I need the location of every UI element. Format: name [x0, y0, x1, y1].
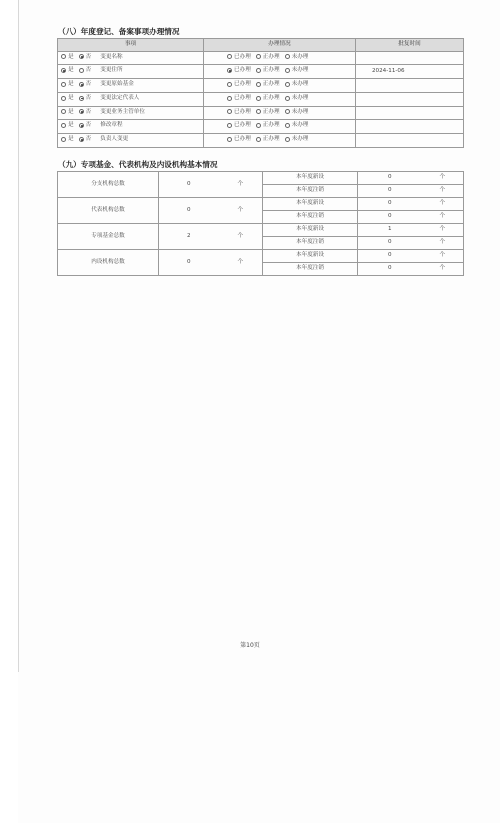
date-cell	[356, 106, 464, 120]
date-cell	[356, 120, 464, 134]
radio-icon[interactable]	[79, 54, 84, 59]
status-option[interactable]: 已办理	[227, 93, 256, 106]
status-cell	[204, 120, 356, 134]
table-row	[58, 51, 464, 65]
radio-icon[interactable]	[285, 96, 290, 101]
status-cell	[204, 134, 356, 148]
item-cell	[58, 51, 204, 65]
radio-icon[interactable]	[79, 109, 84, 114]
yes-option[interactable]: 是	[61, 79, 79, 92]
date-cell: 2024-11-06	[356, 65, 464, 79]
unit-label: 个	[422, 263, 464, 276]
institution-name: 代表机构总数	[58, 198, 159, 224]
table-row	[58, 120, 464, 134]
item-label: 变更业务主管单位	[100, 108, 145, 115]
yes-option[interactable]: 是	[61, 65, 79, 78]
yes-option[interactable]: 是	[61, 52, 79, 65]
item-label: 负责人变更	[100, 136, 129, 142]
header-status: 办理情况	[204, 39, 356, 52]
table-row	[58, 79, 464, 93]
no-option[interactable]: 否	[79, 93, 97, 106]
institution-total: 0	[159, 250, 219, 276]
radio-icon[interactable]	[227, 96, 232, 101]
radio-icon[interactable]	[61, 82, 66, 87]
date-cell	[356, 51, 464, 65]
radio-icon[interactable]	[285, 54, 290, 59]
cancel-count: 0	[358, 211, 422, 224]
item-label: 变更法定代表人	[100, 94, 140, 101]
radio-icon[interactable]	[79, 82, 84, 87]
yes-option[interactable]: 是	[61, 107, 79, 120]
cancel-count: 0	[358, 185, 422, 198]
status-option[interactable]: 未办理	[285, 79, 314, 92]
new-label: 本年度新设	[263, 224, 358, 237]
section9-title: （九）专项基金、代表机构及内设机构基本情况	[58, 160, 218, 169]
unit-label: 个	[422, 185, 464, 198]
radio-icon[interactable]	[61, 123, 66, 128]
status-cell	[204, 65, 356, 79]
yes-option[interactable]: 是	[61, 120, 79, 133]
status-option[interactable]: 已办理	[227, 134, 256, 147]
no-option[interactable]: 否	[79, 79, 97, 92]
radio-icon[interactable]	[61, 137, 66, 142]
status-option[interactable]: 未办理	[285, 65, 314, 78]
radio-icon[interactable]	[256, 68, 261, 73]
new-label: 本年度新设	[263, 250, 358, 263]
item-label: 变更住所	[100, 67, 123, 74]
radio-icon[interactable]	[61, 96, 66, 101]
radio-icon[interactable]	[256, 109, 261, 114]
radio-icon[interactable]	[285, 123, 290, 128]
status-option[interactable]: 正办理	[256, 93, 285, 106]
item-label: 修改章程	[100, 122, 123, 129]
item-label: 变更名称	[100, 53, 123, 60]
date-cell	[356, 92, 464, 106]
radio-icon[interactable]	[79, 68, 84, 73]
radio-icon[interactable]	[227, 137, 232, 142]
radio-icon[interactable]	[79, 137, 84, 142]
radio-icon[interactable]	[79, 96, 84, 101]
item-cell	[58, 79, 204, 93]
status-option[interactable]: 正办理	[256, 120, 285, 133]
radio-icon[interactable]	[227, 68, 232, 73]
status-cell	[204, 106, 356, 120]
date-cell	[356, 134, 464, 148]
institution-total: 2	[159, 224, 219, 250]
table-row	[58, 106, 464, 120]
status-option[interactable]: 已办理	[227, 65, 256, 78]
cancel-label: 本年度注销	[263, 211, 358, 224]
new-count: 0	[358, 250, 422, 263]
unit-label: 个	[422, 172, 464, 185]
page-number: 第10页	[240, 642, 260, 649]
status-option[interactable]: 已办理	[227, 79, 256, 92]
status-option[interactable]: 正办理	[256, 79, 285, 92]
status-option[interactable]: 正办理	[256, 134, 285, 147]
new-label: 本年度新设	[263, 172, 358, 185]
radio-icon[interactable]	[61, 54, 66, 59]
unit-label: 个	[219, 198, 263, 224]
institution-total: 0	[159, 198, 219, 224]
page-edge	[18, 0, 19, 672]
cancel-label: 本年度注销	[263, 237, 358, 250]
status-option[interactable]: 正办理	[256, 65, 285, 78]
table-row	[58, 198, 464, 211]
status-option[interactable]: 未办理	[285, 120, 314, 133]
radio-icon[interactable]	[256, 123, 261, 128]
institution-total: 0	[159, 172, 219, 198]
item-cell	[58, 120, 204, 134]
unit-label: 个	[219, 172, 263, 198]
section8-title: （八）年度登记、备案事项办理情况	[58, 27, 180, 36]
table-row	[58, 172, 464, 185]
item-cell	[58, 92, 204, 106]
radio-icon[interactable]	[256, 82, 261, 87]
new-label: 本年度新设	[263, 198, 358, 211]
no-option[interactable]: 否	[79, 52, 97, 65]
institution-name: 分支机构总数	[58, 172, 159, 198]
registration-table	[57, 38, 464, 148]
radio-icon[interactable]	[256, 54, 261, 59]
radio-icon[interactable]	[79, 123, 84, 128]
radio-icon[interactable]	[227, 82, 232, 87]
radio-icon[interactable]	[61, 109, 66, 114]
status-option[interactable]: 未办理	[285, 52, 314, 65]
table-row	[58, 250, 464, 263]
no-option[interactable]: 否	[79, 120, 97, 133]
cancel-label: 本年度注销	[263, 263, 358, 276]
cancel-count: 0	[358, 263, 422, 276]
new-count: 0	[358, 198, 422, 211]
item-cell	[58, 134, 204, 148]
unit-label: 个	[422, 250, 464, 263]
status-cell	[204, 92, 356, 106]
unit-label: 个	[219, 224, 263, 250]
new-count: 1	[358, 224, 422, 237]
cancel-label: 本年度注销	[263, 185, 358, 198]
status-cell	[204, 79, 356, 93]
radio-icon[interactable]	[285, 137, 290, 142]
institutions-table	[57, 171, 464, 276]
status-option[interactable]: 未办理	[285, 93, 314, 106]
table-row	[58, 65, 464, 79]
no-option[interactable]: 否	[79, 107, 97, 120]
table-row	[58, 224, 464, 237]
header-item: 事项	[58, 39, 204, 52]
table-row	[58, 134, 464, 148]
status-option[interactable]: 未办理	[285, 134, 314, 147]
radio-icon[interactable]	[227, 123, 232, 128]
radio-icon[interactable]	[256, 96, 261, 101]
institution-name: 内设机构总数	[58, 250, 159, 276]
no-option[interactable]: 否	[79, 65, 97, 78]
new-count: 0	[358, 172, 422, 185]
status-option[interactable]: 正办理	[256, 107, 285, 120]
no-option[interactable]: 否	[79, 134, 97, 147]
institution-name: 专项基金总数	[58, 224, 159, 250]
radio-icon[interactable]	[285, 82, 290, 87]
status-cell	[204, 51, 356, 65]
status-option[interactable]: 正办理	[256, 52, 285, 65]
radio-icon[interactable]	[285, 68, 290, 73]
date-cell	[356, 79, 464, 93]
radio-icon[interactable]	[227, 109, 232, 114]
cancel-count: 0	[358, 237, 422, 250]
item-cell	[58, 65, 204, 79]
yes-option[interactable]: 是	[61, 134, 79, 147]
unit-label: 个	[422, 224, 464, 237]
radio-icon[interactable]	[256, 137, 261, 142]
unit-label: 个	[422, 198, 464, 211]
radio-icon[interactable]	[61, 68, 66, 73]
status-option[interactable]: 未办理	[285, 107, 314, 120]
item-label: 变更原始基金	[100, 81, 134, 87]
status-option[interactable]: 已办理	[227, 107, 256, 120]
unit-label: 个	[219, 250, 263, 276]
table-row	[58, 92, 464, 106]
status-option[interactable]: 已办理	[227, 52, 256, 65]
header-date: 批复时间	[356, 39, 464, 52]
radio-icon[interactable]	[227, 54, 232, 59]
radio-icon[interactable]	[285, 109, 290, 114]
yes-option[interactable]: 是	[61, 93, 79, 106]
status-option[interactable]: 已办理	[227, 120, 256, 133]
unit-label: 个	[422, 211, 464, 224]
unit-label: 个	[422, 237, 464, 250]
item-cell	[58, 106, 204, 120]
